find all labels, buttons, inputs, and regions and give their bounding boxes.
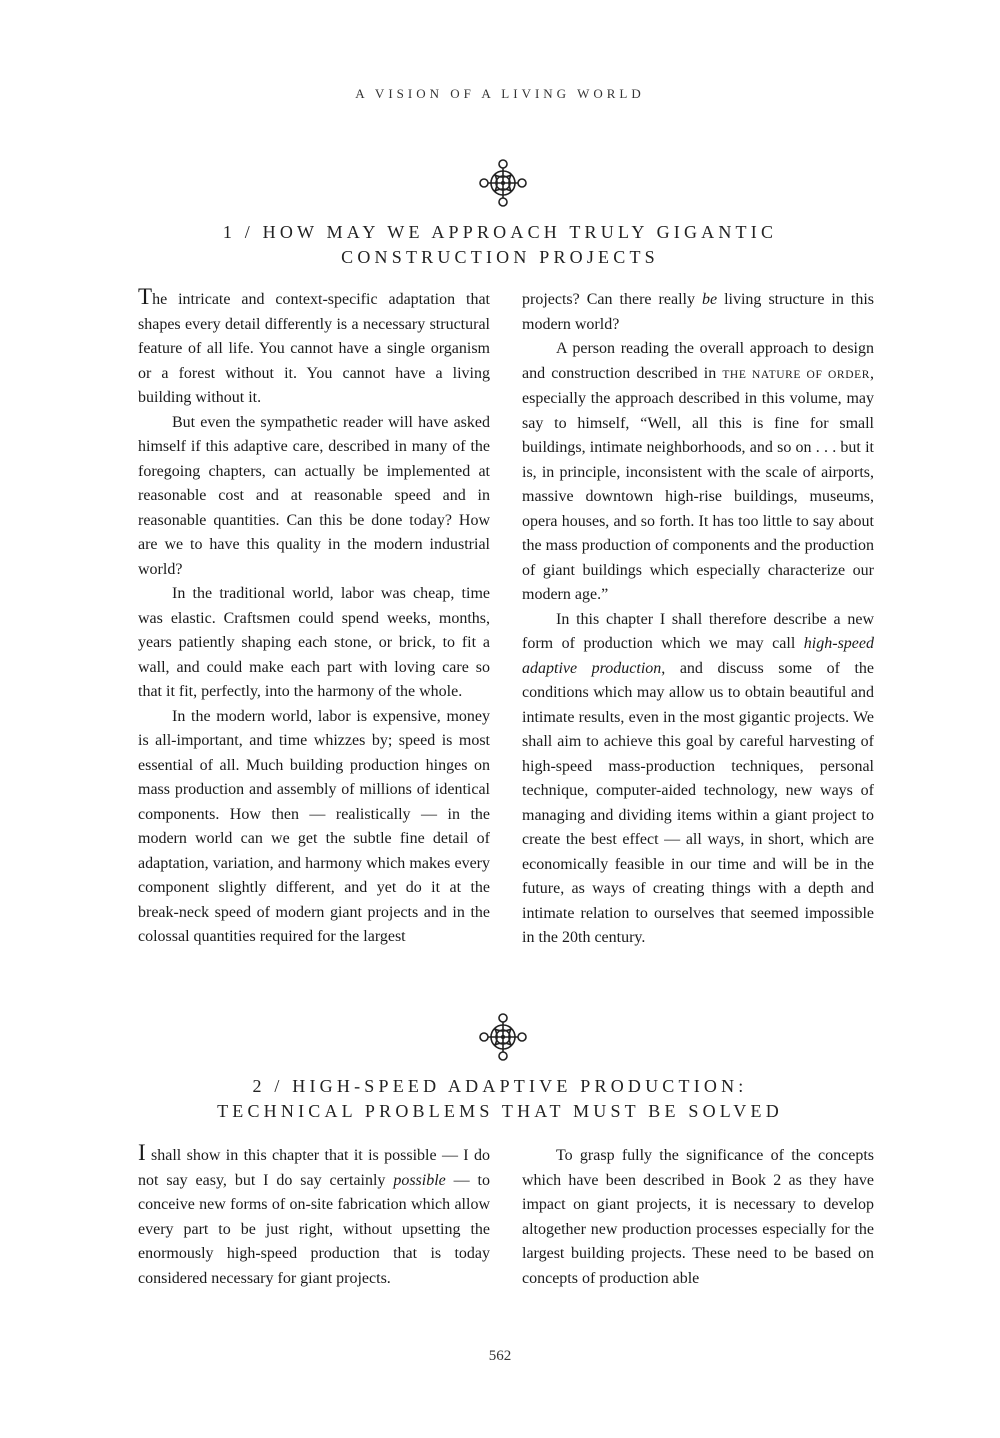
text-run: living structure in this modern world?: [522, 291, 874, 333]
page-number: 562: [488, 1348, 512, 1364]
celtic-knot-ornament-icon: [478, 158, 528, 208]
text-run: In this chapter I shall therefore describe a new form of production which we may call: [522, 610, 874, 652]
section2-heading-line1: 2 / HIGH-SPEED ADAPTIVE PRODUCTION:: [252, 1076, 748, 1096]
section1-right-column: [522, 288, 874, 951]
section1-left-paragraph-3: In the traditional world, labor was cheap, time was elastic. Craftsmen could spend weeks, months, years patiently shaping each stone, or brick, to fit a wall, and could make each part with loving care so that it fit, perfectly, into the harmony of the whole.: [138, 585, 490, 700]
section1-right-paragraph-3: [522, 608, 874, 951]
text-run: A person reading the overall approach to design and construction described in: [522, 340, 874, 382]
section1-right-paragraph-2: [522, 337, 874, 608]
text-run: I shall show in this chapter that it is possible — I do not say easy, but I do say certainly: [138, 1140, 490, 1189]
emphasis-text: be: [701, 291, 718, 308]
text-run: — to conceive new forms of on-site fabrication which allow every part to be just right, without upsetting the enormously high-speed production that is today considered necessary for giant projects.: [138, 1171, 490, 1287]
section2-heading-line2: TECHNICAL PROBLEMS THAT MUST BE SOLVED: [217, 1101, 783, 1121]
text-run: , especially the approach described in this volume, may say to himself, “Well, all this is fine for small buildings, intimate neighborhoods, and so on . . . but it is, in principle, inconsistent with the scale of airports, massive downtown high-rise buildings, museums, opera houses, and so forth. It has too little to say about the mass production of components and the production of giant buildings which especially characterize our modern age.”: [522, 364, 874, 603]
section1-heading-line2: CONSTRUCTION PROJECTS: [341, 247, 659, 267]
section1-heading-line1: 1 / HOW MAY WE APPROACH TRULY GIGANTIC: [222, 222, 778, 242]
section1-left-column: [138, 284, 490, 950]
emphasis-text: high-speed adaptive production: [522, 635, 874, 677]
section1-left-paragraph-1: The intricate and context-specific adaptation that shapes every detail differently is a necessary structural feature of all life. You cannot have a single organism or a forest without it. You cannot have a living building without it.: [138, 284, 490, 406]
section2-heading: [100, 1074, 900, 1124]
small-caps-title: THE NATURE OF ORDER: [722, 368, 870, 381]
celtic-knot-ornament-icon: [478, 1012, 528, 1062]
section2-left-paragraph-1: [138, 1140, 490, 1291]
section1-right-paragraph-1: [522, 288, 874, 337]
section1-left-paragraph-4: In the modern world, labor is expensive, money is all-important, and time whizzes by; speed is most essential of all. Much building production hinges on mass production and assembly of millions of identical components. How then — realistically — in the modern world can we get the subtle fine detail of adaptation, variation, and harmony which makes every component slightly different, and yet do it at the break-neck speed of modern giant projects and in the colossal quantities required for the largest: [138, 707, 490, 945]
section2-right-paragraph-1: To grasp fully the significance of the concepts which have been described in Book 2 as they have impact on giant projects, it is necessary to develop altogether new production processes especially for the largest building projects. These need to be based on concepts of production able: [522, 1147, 874, 1287]
running-head: A VISION OF A LIVING WORLD: [355, 86, 645, 101]
text-run: , and discuss some of the conditions which may allow us to obtain beautiful and intimate results, even in the most gigantic projects. We shall aim to achieve this goal by careful harvesting of high-speed mass-production techniques, personal technique, computer-aided technology, new ways of managing and dividing items within a giant project to create the best effect — all ways, in short, which are economically feasible in our time and will be in the future, as ways of creating things with a depth and intimate relation to ourselves that seemed impossible in the 20th century.: [522, 659, 875, 946]
emphasis-text: possible: [393, 1171, 446, 1189]
initial-letter: I: [138, 1140, 146, 1165]
text-run: projects? Can there really: [522, 291, 702, 308]
initial-letter: T: [138, 284, 153, 309]
section1-heading: [100, 220, 900, 270]
section2-right-column: [522, 1144, 874, 1291]
section2-left-column: [138, 1140, 490, 1291]
section1-left-paragraph-2: But even the sympathetic reader will have asked himself if this adaptive care, described in many of the foregoing chapters, can actually be implemented at reasonable cost and at reasonable speed and in reasonable quantities. Can this be done today? How are we to have this quality in the modern industrial world?: [138, 413, 490, 578]
